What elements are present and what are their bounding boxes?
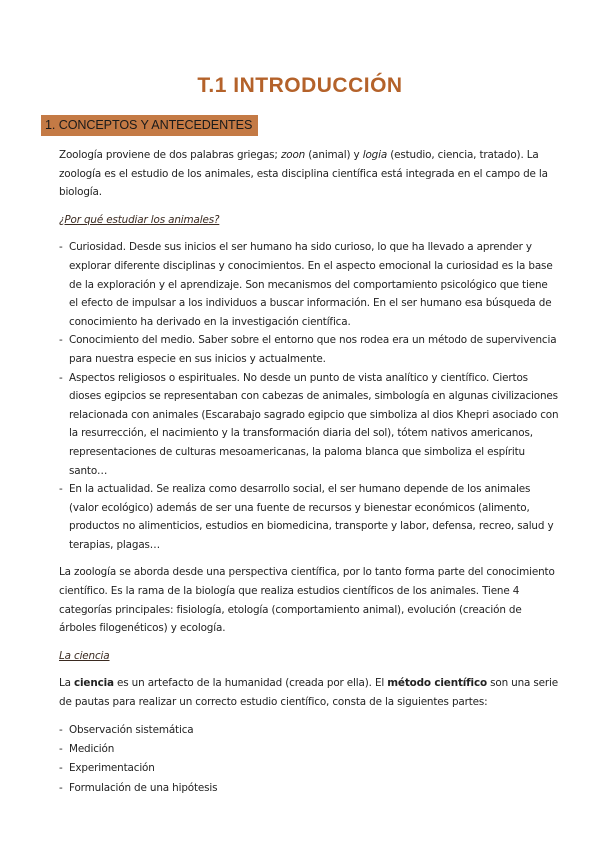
approach-paragraph: La zoología se aborda desde una perspectiva científica, por lo tanto forma parte del conocimiento científico. Es la rama de la biología que realiza estudios científicos de los animales. Tiene 4 categorías principales: fisiología, etología (comportamiento animal), evolución (creación de árboles filogenéticos) y ecología. [59,566,555,635]
intro-text: (animal) y [305,149,363,161]
list-item: - Experimentación [59,759,559,778]
science-text: es un artefacto de la humanidad (creada por ella). El [113,677,388,690]
list-item: - Observación sistemática [59,721,559,740]
term-zoon: zoon [280,149,306,161]
intro-paragraph [59,146,559,202]
subheading-science: La ciencia [59,649,110,662]
list-item: - Formulación de una hipótesis [59,779,559,798]
section-heading: 1. CONCEPTOS Y ANTECEDENTES [41,115,258,136]
reasons-list [59,238,559,554]
term-ciencia: ciencia [74,677,114,690]
list-item: - Conocimiento del medio. Saber sobre el entorno que nos rodea era un método de supervivencia para nuestra especie en sus inicios y actualmente. [59,331,559,368]
science-text: La [59,677,75,690]
list-item: - Curiosidad. Desde sus inicios el ser humano ha sido curioso, lo que ha llevado a aprender y explorar diferente disciplinas y conocimientos. En el aspecto emocional la curiosidad es la base de la exploración y el aprendizaje. Son mecanismos del comportamiento psicológico que tiene el efecto de impulsar a los individuos a buscar información. En el ser humano esa búsqueda de conocimiento ha derivado en la investigación científica. [59,238,559,331]
list-item: - En la actualidad. Se realiza como desarrollo social, el ser humano depende de los animales (valor ecológico) además de ser una fuente de recursos y bienestar económicos (alimento, productos no alimenticios, estudios en biomedicina, transporte y labor, defensa, recreo, salud y terapias, plagas… [59,480,559,554]
subheading-why: ¿Por qué estudiar los animales? [59,213,220,226]
page-title: T.1 INTRODUCCIÓN [197,74,403,97]
method-steps-list [59,721,559,798]
intro-text: (estudio, ciencia, tratado). La zoología es el estudio de los animales, esta disciplina científica está integrada en el campo de la biología. [59,149,548,199]
science-text: son una serie de pautas para realizar un correcto estudio científico, consta de la siguientes partes: [59,677,559,709]
science-paragraph [59,674,559,711]
list-item: - Medición [59,740,559,759]
term-metodo-cientifico: método científico [387,677,487,690]
list-item: - Aspectos religiosos o espirituales. No desde un punto de vista analítico y científico. Ciertos dioses egipcios se representaban con cabezas de animales, simbología en algunas civilizaciones relacionada con animales (Escarabajo sagrado egipcio que simboliza al dios Khepri asociado con la resurrección, el nacimiento y la transformación diaria del sol), tótem nativos americanos, representaciones de culturas mesoamericanas, la paloma blanca que simboliza el espíritu santo… [59,369,559,481]
term-logia: logia [362,149,388,161]
document-body [59,146,559,798]
intro-text: Zoología proviene de dos palabras griegas; [59,149,281,161]
